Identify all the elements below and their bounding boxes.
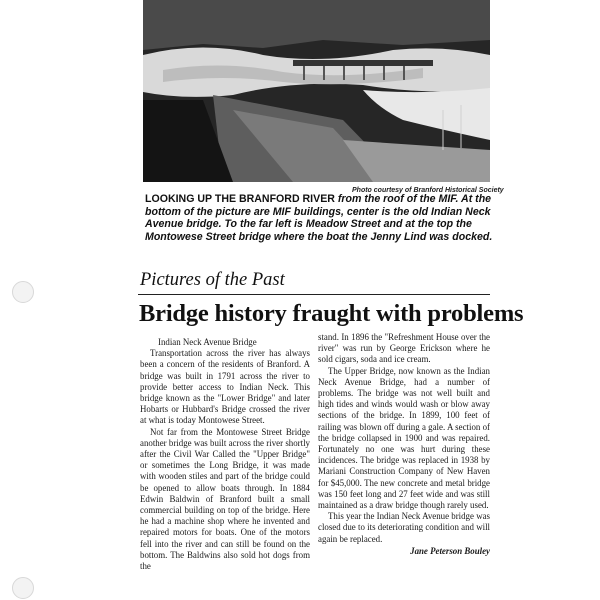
article-paragraph: Transportation across the river has always been a concern of the residents of Branford. A bridge was built in 1791 across the river to provide better access to Indian Neck. This bridge known as the "Lower Bridge" and later Hobarts or Hubbard's Bridge crossed the river at what is today Montowese Street.	[140, 348, 310, 426]
divider	[138, 294, 490, 295]
photo-caption	[145, 193, 495, 243]
harbor-photo-icon	[143, 0, 490, 182]
article-headline: Bridge history fraught with problems	[139, 300, 524, 327]
article-paragraph: This year the Indian Neck Avenue bridge was closed due to its deteriorating condition and will again be replaced.	[318, 511, 490, 544]
caption-text: from the roof of the MIF. At the bottom of the picture are MIF buildings, center is the old Indian Neck Avenue bridge. To the far left is Meadow Street and at the top the Montowese Street bridge where the boat the Jenny Lind was docked.	[145, 193, 493, 243]
binder-hole-top	[12, 281, 34, 303]
article-paragraph: stand. In 1896 the "Refreshment House over the river" was run by George Erickson where he sold cigars, soda and ice cream.	[318, 332, 490, 365]
article-column-left	[140, 337, 310, 572]
article-subhead: Indian Neck Avenue Bridge	[158, 337, 257, 347]
article-paragraph: The Upper Bridge, now known as the Indian Neck Avenue Bridge, had a number of problems. The bridge was not well built and high tides and winds would wash or blow away sections of the bridge. In 1899, 100 feet of railing was blown off during a gale. A section of the bridge collapsed in 1900 and was repaired. Fortunately no one was hurt during these incidences. The bridge was replaced in 1938 by Mariani Construction Company of New Haven for $45,000. The new concrete and metal bridge was 150 feet long and 27 feet wide and was still maintained as a draw bridge though rarely used.	[318, 365, 490, 511]
harbor-photo	[143, 0, 490, 182]
article-paragraph: Not far from the Montowese Street Bridge another bridge was built across the river shortly after the Civil War Called the "Upper Bridge" or sometimes the Long Bridge, it was made with wooden stiles and part of the bridge could be opened to allow boats through. In 1884 Edwin Baldwin of Branford built a small commercial building on top of the bridge. Here he had a machine shop where he invented and repaired motors for boats. One of the motors fell into the river and can still be found on the bottom. The Baldwins also sold hot dogs from the	[140, 426, 310, 572]
section-kicker: Pictures of the Past	[140, 270, 285, 290]
caption-lead: LOOKING UP THE BRANFORD RIVER	[145, 193, 335, 205]
binder-hole-bottom	[12, 577, 34, 599]
article-column-right	[318, 332, 490, 557]
photo-credit: Photo courtesy of Branford Historical Society	[352, 187, 504, 194]
article-byline: Jane Peterson Bouley	[410, 545, 490, 556]
